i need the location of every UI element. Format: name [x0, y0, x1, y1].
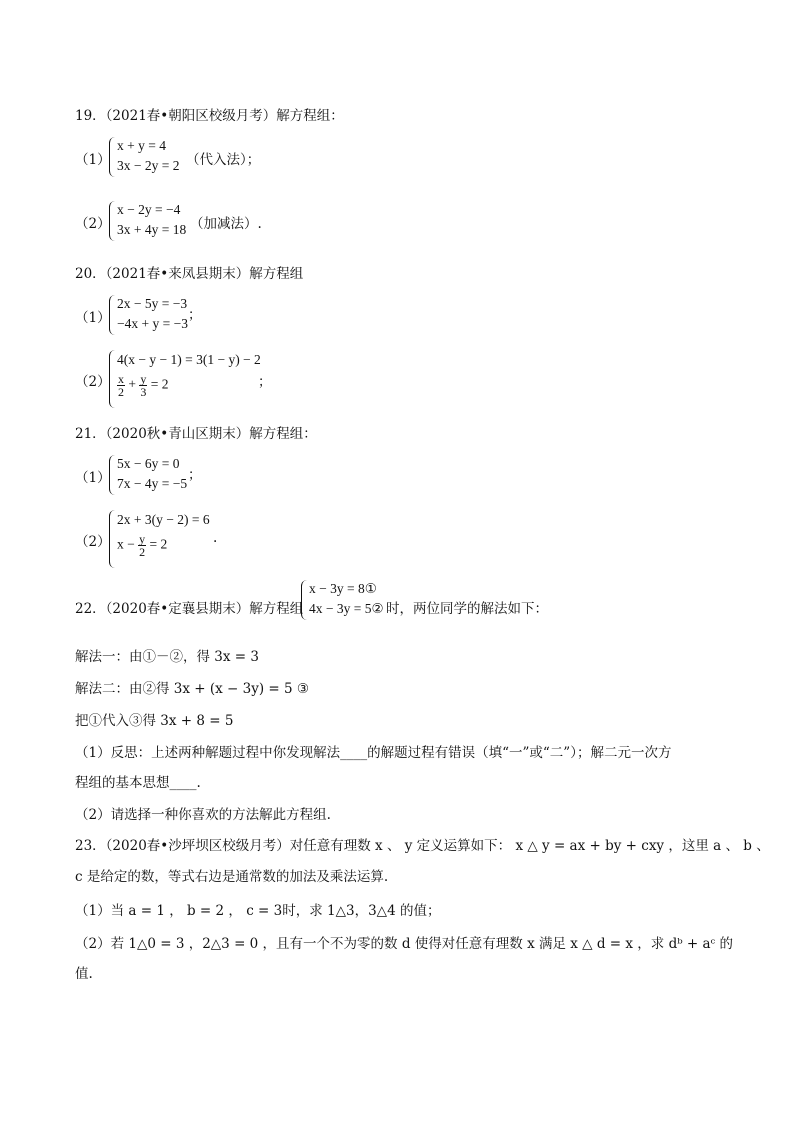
q22-system [301, 580, 391, 620]
q21-part2-rhs: = 2 [149, 536, 168, 552]
q20-part2-frac2: $\frac{y}{3}$ [140, 372, 147, 399]
q20-part2-rhs: = 2 [150, 376, 169, 392]
q20-part2-system [109, 350, 279, 408]
q19-part1-method: （代入法）； [186, 152, 261, 168]
q22-header-pre: 22．（2020春•定襄县期末）解方程组 [75, 601, 304, 617]
q20-header: 20．（2021春•来凤县期末）解方程组 [75, 266, 304, 282]
q21-header: 21．（2020秋•青山区期末）解方程组： [75, 426, 317, 442]
q20-part2-frac1: $\frac{x}{2}$ [118, 372, 124, 399]
q23-part2-line1: （2）若 1△0 = 3 ，2△3 = 0 ，且有一个不为零的数 d 使得对任意有理数 x 满足 x △ d = x ，求 dᵇ + aᶜ 的 [75, 936, 734, 952]
q21-part2-lhs: x − [117, 536, 135, 552]
q20-part1-eq2: −4x + y = −3 [117, 316, 188, 331]
q21-part1-suffix: ； [188, 467, 202, 483]
q19-part2-label: （2） [75, 216, 111, 232]
q19-part1-eq1: x + y = 4 [117, 138, 166, 153]
q20-part1-system [109, 295, 199, 335]
q19-part1-label: （1） [75, 152, 111, 168]
q21-part2-label: （2） [75, 534, 111, 550]
q20-part2-plus: + [128, 376, 136, 392]
q19-header: 19．（2021春•朝阳区校级月考）解方程组： [75, 108, 344, 124]
q20-part2-label: （2） [75, 374, 111, 390]
q22-solution-one: 解法一：由①－②，得 3x = 3 [75, 649, 259, 665]
q20-part1-suffix: ； [188, 307, 202, 323]
q22-solution-two: 解法二：由②得 3x + (x − 3y) = 5 ③ [75, 681, 310, 697]
q21-part1-label: （1） [75, 470, 111, 486]
q19-part2-system [109, 201, 199, 241]
q21-part2-system [109, 510, 219, 568]
q21-part1-system [109, 455, 199, 495]
q19-part2-eq1: x − 2y = −4 [117, 202, 181, 217]
q22-eq1: x − 3y = 8① [309, 581, 377, 596]
q21-part2-suffix: . [213, 530, 218, 546]
q20-part2-eq1: 4(x − y − 1) = 3(1 − y) − 2 [117, 352, 261, 367]
q19-part2-eq2: 3x + 4y = 18 [117, 222, 187, 237]
q23-line2: c 是给定的数，等式右边是通常数的加法及乘法运算. [75, 869, 389, 885]
q19-part1-eq2: 3x − 2y = 2 [117, 158, 180, 173]
q22-substitution: 把①代入③得 3x + 8 = 5 [75, 713, 234, 729]
q21-part2-eq2 [117, 533, 167, 558]
q20-part2-suffix: ； [258, 374, 272, 390]
q23-part1: （1）当 a = 1 ， b = 2 ， c = 3时，求 1△3，3△4 的值； [75, 903, 441, 919]
q20-part1-label: （1） [75, 310, 111, 326]
q22-part2: （2）请选择一种你喜欢的方法解此方程组. [75, 807, 331, 823]
q22-header-post: 时，两位同学的解法如下： [386, 601, 548, 617]
q19-part2-method: （加减法）. [190, 216, 262, 232]
q22-part1-line2: 程组的基本思想____. [75, 775, 201, 791]
q22-eq2: 4x − 3y = 5② [309, 601, 384, 616]
q21-part2-eq1: 2x + 3(y − 2) = 6 [117, 512, 210, 527]
q21-part1-eq2: 7x − 4y = −5 [117, 476, 188, 491]
q21-part1-eq1: 5x − 6y = 0 [117, 456, 180, 471]
q22-part1-line1: （1）反思：上述两种解题过程中你发现解法____的解题过程有错误（填“一”或“二”）；解二元一次方 [75, 745, 672, 761]
q20-part1-eq1: 2x − 5y = −3 [117, 296, 188, 311]
q23-part2-line2: 值. [75, 966, 93, 982]
q20-part2-eq2 [117, 373, 169, 398]
q21-part2-frac: $\frac{y}{2}$ [139, 532, 146, 559]
q23-line1: 23．（2020春•沙坪坝区校级月考）对任意有理数 x 、 y 定义运算如下： x △ y = ax + by + cxy ，这里 a 、 b 、 [75, 838, 770, 854]
